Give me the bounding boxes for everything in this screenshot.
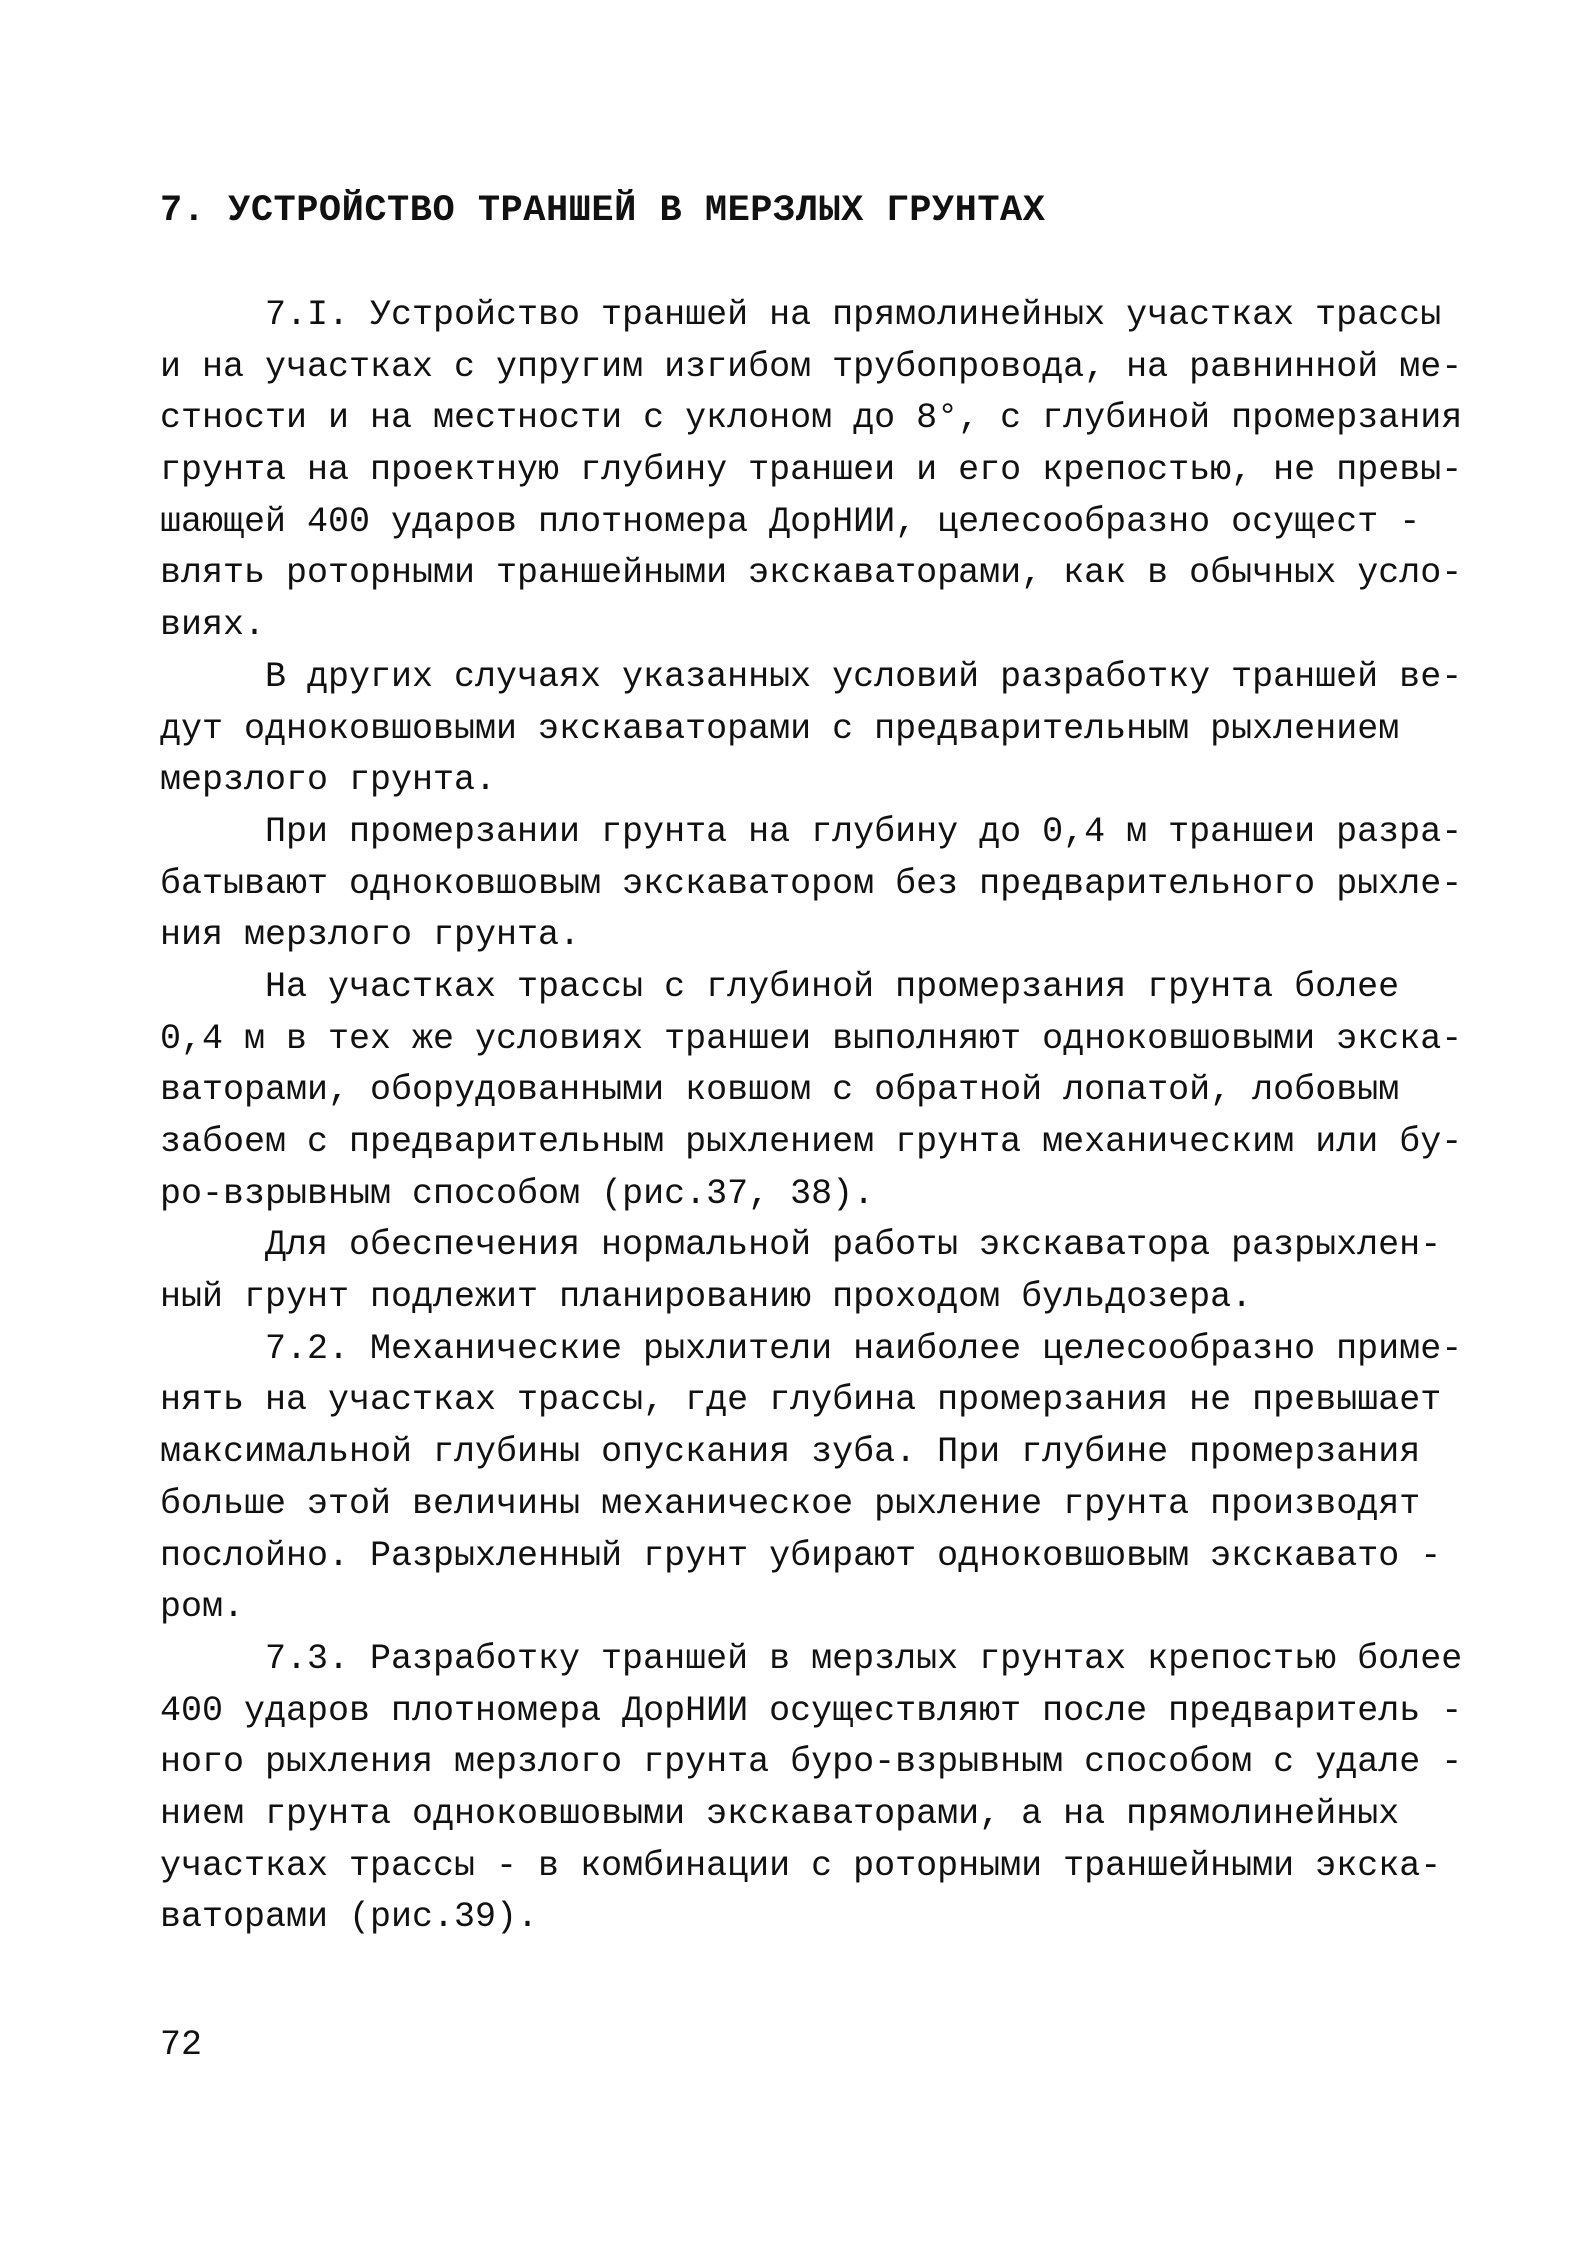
text-line: 7.2. Механические рыхлители наиболее целесообразно приме- <box>265 1328 1463 1369</box>
text-line: стности и на местности с уклоном до 8°, с глубиной промерзания <box>160 398 1463 439</box>
text-line: влять роторными траншейными экскаваторами, как в обычных усло- <box>160 553 1463 594</box>
text-line: нять на участках трассы, где глубина промерзания не превышает <box>160 1380 1442 1421</box>
text-line: В других случаях указанных условий разработку траншей ве- <box>265 656 1463 697</box>
text-line: ный грунт подлежит планированию проходом бульдозера. <box>160 1277 1253 1318</box>
text-line: дут одноковшовыми экскаваторами с предварительным рыхлением <box>160 708 1400 749</box>
text-line: 7.3. Разработку траншей в мерзлых грунтах крепостью более <box>265 1638 1463 1679</box>
body-text <box>160 290 1463 1944</box>
text-line: и на участках с упругим изгибом трубопровода, на равнинной ме- <box>160 346 1463 387</box>
text-line: ваторами (рис.39). <box>160 1897 539 1938</box>
text-line: ния мерзлого грунта. <box>160 915 581 956</box>
text-line: больше этой величины механическое рыхление грунта производят <box>160 1483 1421 1524</box>
text-line: При промерзании грунта на глубину до 0,4 м траншеи разра- <box>265 811 1463 852</box>
text-line: виях. <box>160 605 266 646</box>
text-line: максимальной глубины опускания зуба. При глубине промерзания <box>160 1432 1421 1473</box>
text-line: грунта на проектную глубину траншеи и его крепостью, не превы- <box>160 450 1463 491</box>
text-line: забоем с предварительным рыхлением грунта механическим или бу- <box>160 1122 1463 1162</box>
text-line: Для обеспечения нормальной работы экскаватора разрыхлен- <box>265 1225 1442 1266</box>
text-line: шающей 400 ударов плотномера ДорНИИ, целесообразно осущест - <box>160 501 1421 542</box>
text-line: ром. <box>160 1587 245 1628</box>
text-line: нием грунта одноковшовыми экскаваторами, а на прямолинейных <box>160 1793 1400 1834</box>
text-line: мерзлого грунта. <box>160 760 497 801</box>
page-number: 72 <box>160 2025 203 2065</box>
section-heading: 7. УСТРОЙСТВО ТРАНШЕЙ В МЕРЗЛЫХ ГРУНТАХ <box>160 190 1046 232</box>
text-line: батывают одноковшовым экскаватором без предварительного рыхле- <box>160 863 1463 904</box>
text-line: На участках трассы с глубиной промерзания грунта более <box>265 966 1400 1007</box>
text-line: послойно. Разрыхленный грунт убирают одноковшовым экскавато - <box>160 1535 1442 1576</box>
text-line: ваторами, оборудованными ковшом с обратной лопатой, лобовым <box>160 1070 1400 1111</box>
text-line: ного рыхления мерзлого грунта буро-взрывным способом с удале - <box>160 1742 1463 1783</box>
text-line: 7.I. Устройство траншей на прямолинейных участках трассы <box>265 295 1442 335</box>
text-line: участках трассы - в комбинации с роторными траншейными экска- <box>160 1845 1442 1886</box>
text-line: 400 ударов плотномера ДорНИИ осуществляют после предваритель - <box>160 1690 1463 1731</box>
text-line: ро-взрывным способом (рис.37, 38). <box>160 1173 875 1214</box>
text-line: 0,4 м в тех же условиях траншеи выполняют одноковшовыми экска- <box>160 1018 1463 1059</box>
